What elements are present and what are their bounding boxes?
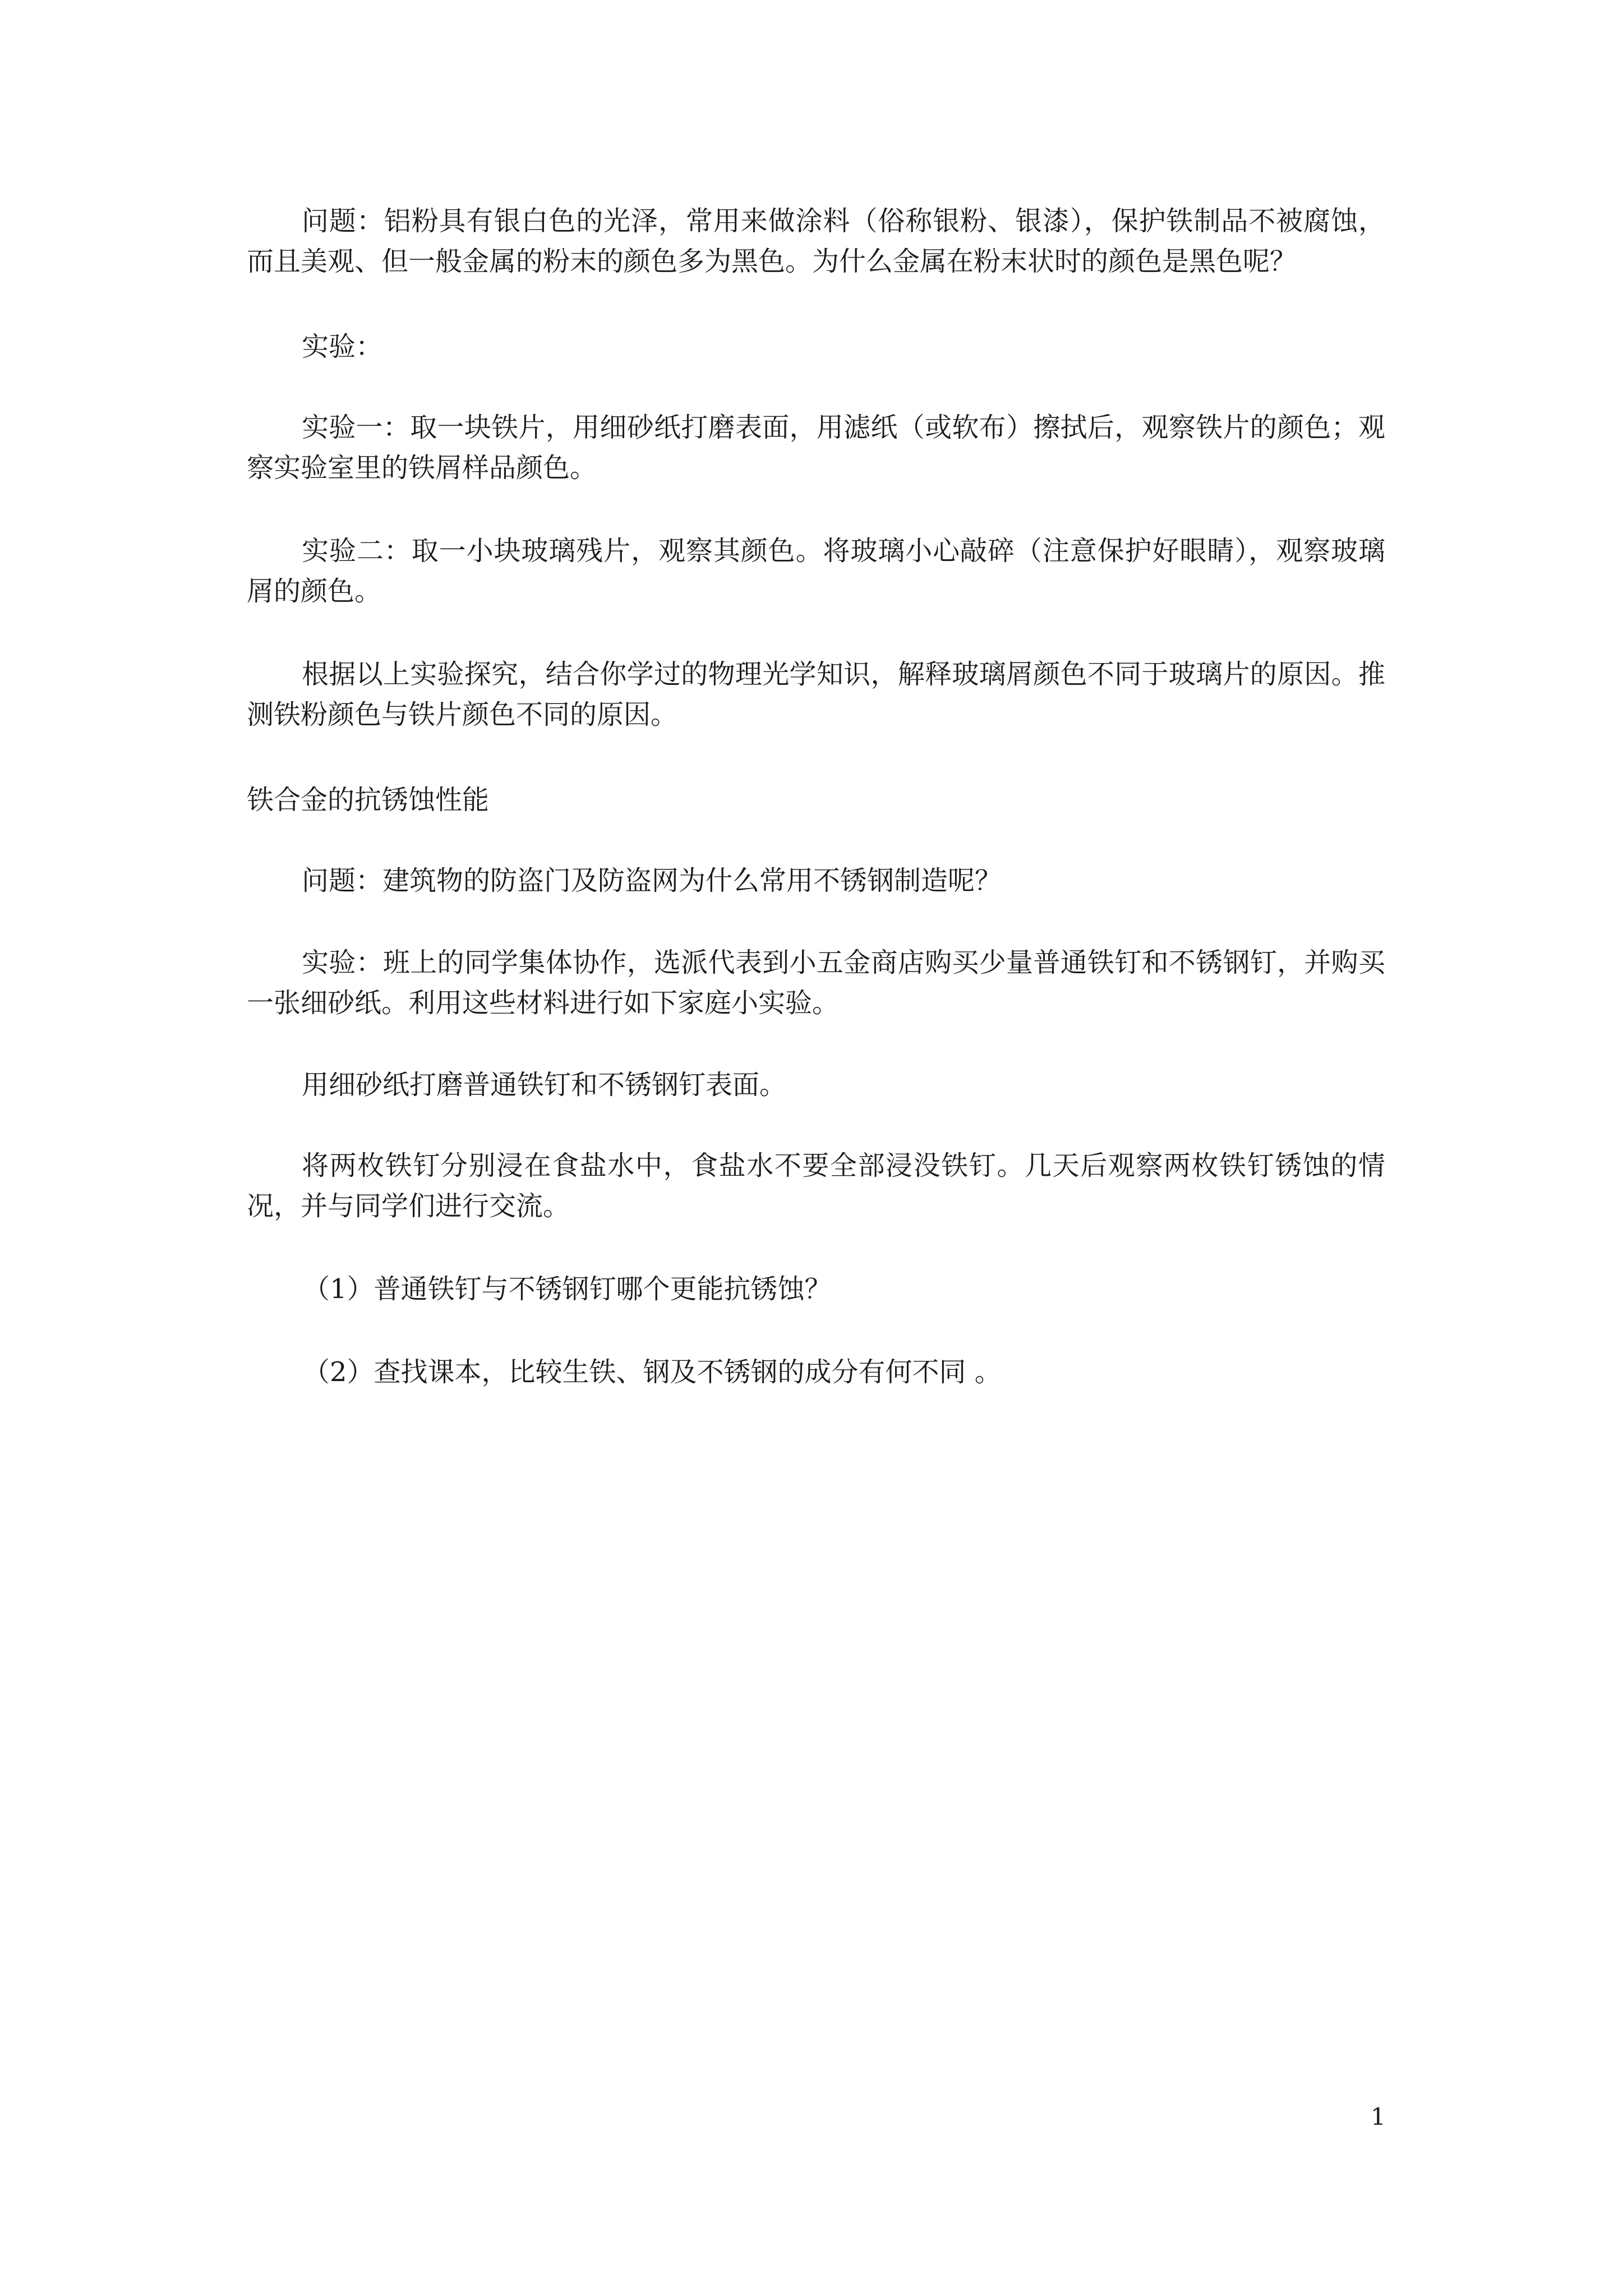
section-heading: 铁合金的抗锈蚀性能 xyxy=(247,784,490,816)
experiment-one-paragraph: 实验一：取一块铁片，用细砂纸打磨表面，用滤纸（或软布）擦拭后，观察铁片的颜色；观察实验室里的铁屑样品颜色。 xyxy=(247,412,1385,484)
soaking-step-paragraph: 将两枚铁钉分别浸在食盐水中，食盐水不要全部浸没铁钉。几天后观察两枚铁钉锈蚀的情况，并与同学们进行交流。 xyxy=(247,1150,1385,1222)
page-number: 1 xyxy=(1371,2103,1386,2131)
question-paragraph-2: 问题：建筑物的防盗门及防盗网为什么常用不锈钢制造呢？ xyxy=(302,865,1002,896)
question-item-2: （2）查找课本，比较生铁、钢及不锈钢的成分有何不同 。 xyxy=(303,1356,1002,1388)
experiment-two-paragraph: 实验二：取一小块玻璃残片，观察其颜色。将玻璃小心敲碎（注意保护好眼睛），观察玻璃屑的颜色。 xyxy=(247,535,1385,607)
sanding-step-paragraph: 用细砂纸打磨普通铁钉和不锈钢钉表面。 xyxy=(302,1069,787,1101)
experiment-paragraph-2: 实验：班上的同学集体协作，选派代表到小五金商店购买少量普通铁钉和不锈钢钉，并购买一张细砂纸。利用这些材料进行如下家庭小实验。 xyxy=(247,947,1385,1019)
experiment-label: 实验： xyxy=(302,331,383,362)
question-item-1: （1）普通铁钉与不锈钢钉哪个更能抗锈蚀？ xyxy=(303,1273,832,1305)
question-paragraph-1: 问题：铝粉具有银白色的光泽，常用来做涂料（俗称银粉、银漆），保护铁制品不被腐蚀，而且美观、但一般金属的粉末的颜色多为黑色。为什么金属在粉末状时的颜色是黑色呢？ xyxy=(247,205,1385,277)
conclusion-paragraph: 根据以上实验探究，结合你学过的物理光学知识，解释玻璃屑颜色不同于玻璃片的原因。推测铁粉颜色与铁片颜色不同的原因。 xyxy=(247,659,1385,730)
